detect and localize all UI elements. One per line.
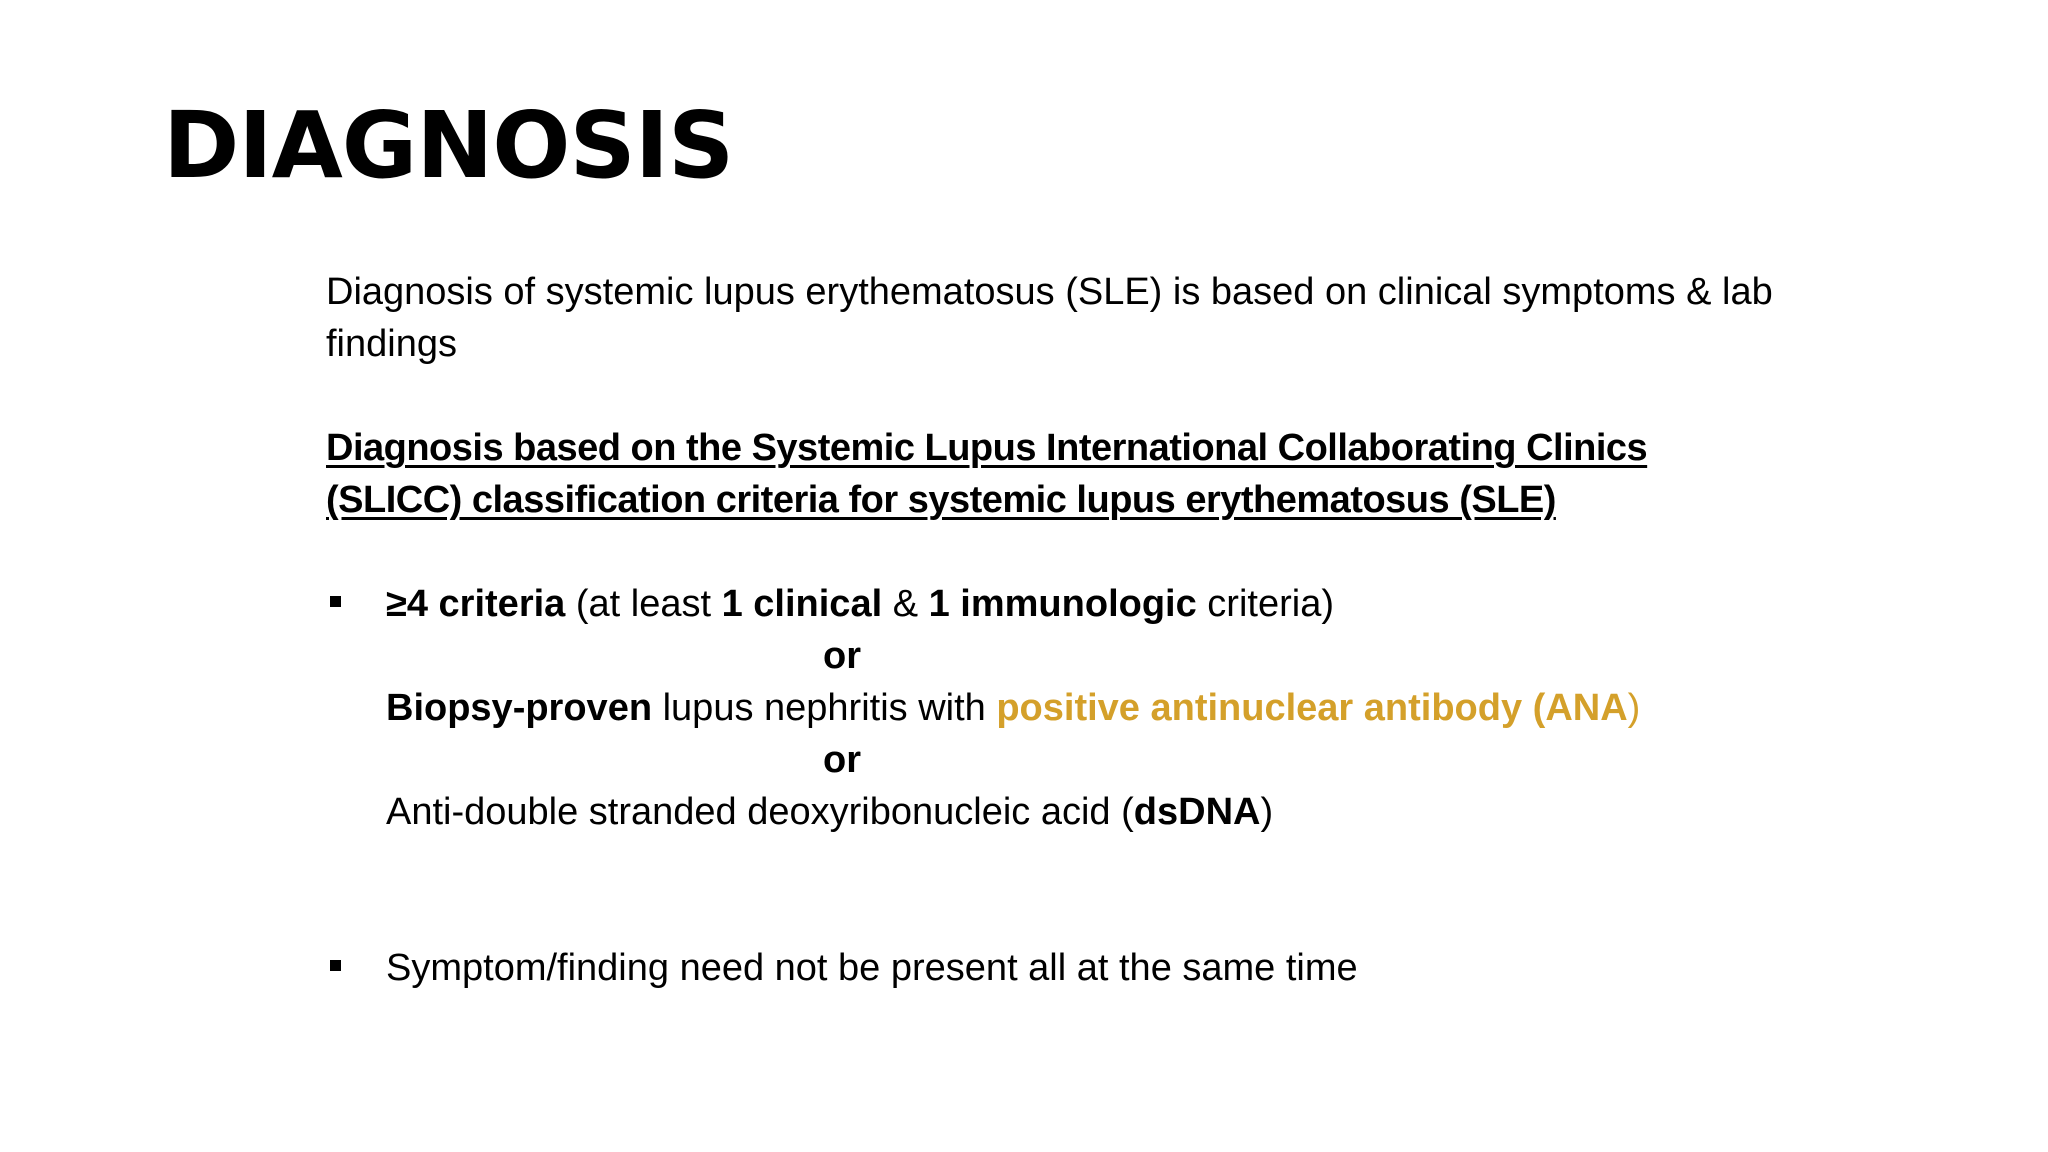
biopsy-line	[386, 682, 1786, 734]
ana-highlight: positive antinuclear antibody (ANA	[996, 687, 1628, 729]
ana-close-paren: )	[1627, 687, 1641, 729]
dsdna-line	[386, 786, 1786, 838]
criteria-text-3: criteria)	[1196, 583, 1334, 625]
timing-text: Symptom/finding need not be present all at the same time	[386, 947, 1358, 989]
bullet-item-criteria	[326, 578, 1786, 838]
criteria-text-2: &	[882, 583, 929, 625]
or-separator-2: or	[823, 739, 861, 781]
biopsy-text: lupus nephritis with	[652, 687, 997, 729]
bullet-item-timing	[326, 942, 1786, 994]
dsdna-close-paren: )	[1260, 791, 1274, 833]
intro-paragraph: Diagnosis of systemic lupus erythematosus (SLE) is based on clinical symptoms & lab findings	[326, 271, 1773, 365]
square-bullet-icon	[330, 596, 341, 607]
slide-title: DIAGNOSIS	[163, 92, 734, 199]
immunologic-count: 1 immunologic	[928, 583, 1197, 625]
biopsy-proven-label: Biopsy-proven	[386, 687, 653, 729]
criteria-text-1: (at least	[565, 583, 722, 625]
square-bullet-icon	[330, 960, 341, 971]
dsdna-text: Anti-double stranded deoxyribonucleic acid (	[386, 791, 1134, 833]
or-separator-1: or	[823, 635, 861, 677]
criteria-count: ≥4 criteria	[386, 583, 566, 625]
clinical-count: 1 clinical	[721, 583, 883, 625]
criteria-heading: Diagnosis based on the Systemic Lupus International Collaborating Clinics (SLICC) classification criteria for systemic lupus erythematosus (SLE)	[326, 427, 1648, 521]
criteria-line	[386, 578, 1786, 630]
slide-content	[326, 266, 1786, 994]
dsdna-label: dsDNA	[1133, 791, 1261, 833]
